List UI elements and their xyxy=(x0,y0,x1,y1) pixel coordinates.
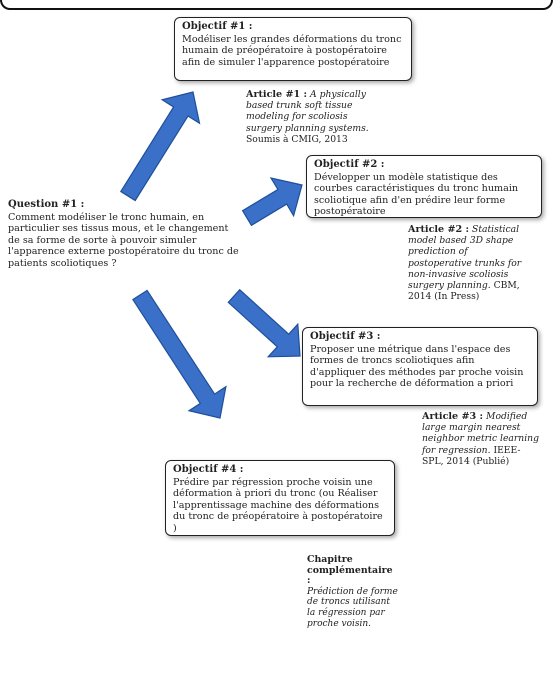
objectif-4-box xyxy=(165,460,395,536)
arrow-to-objectif-3-shape xyxy=(228,290,300,357)
objectif-1-text: Modéliser les grandes déformations du tronc humain de préopératoire à postopératoire afin de simuler l'apparence postopératoire xyxy=(182,33,402,68)
objectif-4-text: Prédire par régression proche voisin une déformation à priori du tronc (ou Réaliser l'apprentissage machine des déformations du tronc de préopératoire à postopératoire ) xyxy=(173,476,383,534)
chapitre-label: Chapitre complémentaire : xyxy=(307,554,393,587)
objectif-2-label: Objectif #2 : xyxy=(314,159,385,170)
article-1-title: A physically based trunk soft tissue modeling for scoliosis surgery planning systems. xyxy=(246,89,369,134)
article-1-label: Article #1 : xyxy=(246,89,308,100)
article-1 xyxy=(246,89,386,145)
objectif-2-text: Développer un modèle statistique des courbes caractéristiques du tronc humain scoliotique afin d'en prédire leur forme postopératoire xyxy=(314,171,519,218)
question-block xyxy=(8,199,241,270)
arrow-to-objectif-4 xyxy=(133,290,226,418)
article-3-ref: IEEE-SPL, 2014 (Publié) xyxy=(422,444,521,467)
question-label: Question #1 : xyxy=(8,199,85,210)
article-2-ref: CBM, 2014 (In Press) xyxy=(408,280,520,303)
article-1-ref: Soumis à CMIG, 2013 xyxy=(246,133,348,145)
question-text: Comment modéliser le tronc humain, en particulier ses tissus mous, et le changement de sa forme de sorte à pouvoir simuler l'apparence externe postopératoire du tronc de patients scoliotiques ? xyxy=(8,211,239,269)
objectif-3-box xyxy=(302,327,538,406)
objectif-4-label: Objectif #4 : xyxy=(173,464,244,475)
article-2 xyxy=(408,224,526,302)
article-3 xyxy=(422,411,540,467)
arrow-to-objectif-3 xyxy=(228,290,300,357)
arrow-to-objectif-4-shape xyxy=(133,290,226,418)
objectif-2-box xyxy=(306,155,542,218)
article-3-title: Modified large margin nearest neighbor metric learning for regression. xyxy=(422,411,539,456)
objectif-3-text: Proposer une métrique dans l'espace des formes de troncs scoliotiques afin d'appliquer des méthodes par proche voisin pour la recherche de déformation a priori xyxy=(310,343,524,390)
arrow-to-objectif-1-shape xyxy=(121,92,200,201)
objectif-1-box xyxy=(174,17,412,81)
chapitre-complementaire xyxy=(307,555,399,629)
arrow-to-objectif-2 xyxy=(243,178,302,225)
chapitre-title: Prédiction de forme de troncs utilisant la régression par proche voisin. xyxy=(307,586,398,629)
article-2-label: Article #2 : xyxy=(408,224,470,235)
article-2-title: Statistical model based 3D shape prediction of postoperative trunks for non-invasive scoliosis surgery planning. xyxy=(408,224,522,292)
objectif-3-label: Objectif #3 : xyxy=(310,331,381,342)
article-3-label: Article #3 : xyxy=(422,411,484,422)
arrow-to-objectif-1 xyxy=(121,92,200,201)
arrow-to-objectif-2-shape xyxy=(243,178,302,225)
objectif-1-label: Objectif #1 : xyxy=(182,21,253,32)
